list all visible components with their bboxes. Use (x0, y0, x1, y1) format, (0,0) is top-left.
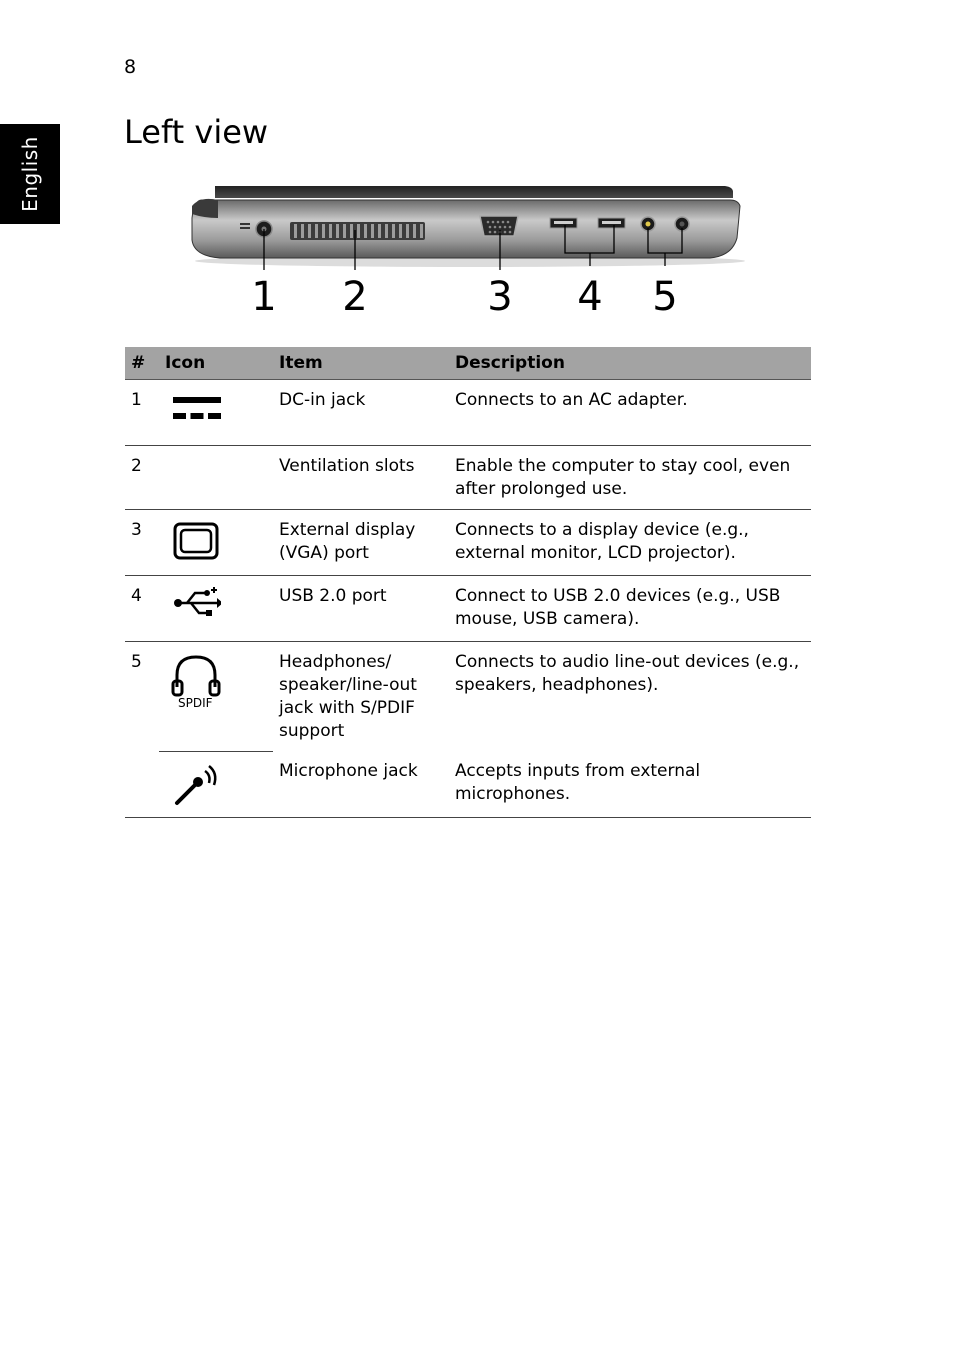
callout-3: 3 (487, 274, 513, 320)
row-item: Ventilation slots (273, 446, 449, 510)
row-description: Connects to an AC adapter. (449, 380, 811, 446)
header-icon: Icon (159, 347, 273, 380)
headphones-spdif-icon (165, 653, 225, 713)
vga-monitor-icon (165, 521, 221, 567)
header-description: Description (449, 347, 811, 380)
header-num: # (125, 347, 159, 380)
row-item: DC-in jack (273, 380, 449, 446)
callout-5: 5 (652, 274, 678, 320)
laptop-left-view-figure (180, 178, 760, 323)
vent-slots-graphic (290, 222, 425, 240)
language-tab-label: English (18, 136, 42, 212)
row-description: Connect to USB 2.0 devices (e.g., USB mouse, USB camera). (449, 576, 811, 642)
row-description: Enable the computer to stay cool, even after prolonged use. (449, 446, 811, 510)
table-row (125, 642, 811, 752)
language-tab (0, 124, 60, 224)
header-item: Item (273, 347, 449, 380)
row-description: Accepts inputs from external microphones. (449, 751, 811, 817)
table-row (125, 380, 811, 446)
spdif-label: SPDIF (178, 696, 213, 710)
callout-4: 4 (577, 274, 603, 320)
row-number (125, 751, 159, 817)
row-item: External display (VGA) port (273, 510, 449, 576)
page-title: Left view (124, 113, 269, 151)
laptop-left-side-illustration (180, 178, 760, 323)
row-item: Microphone jack (273, 751, 449, 817)
row-description: Connects to audio line-out devices (e.g., speakers, headphones). (455, 652, 800, 695)
row-item: USB 2.0 port (273, 576, 449, 642)
table-row (125, 446, 811, 510)
microphone-icon (165, 763, 221, 809)
row-item: Headphones/ speaker/line-out jack with S/PDIF support (279, 652, 417, 741)
port-spec-table (125, 347, 811, 818)
table-row (125, 751, 811, 817)
row-number: 4 (125, 576, 159, 642)
row-icon-empty (159, 446, 273, 510)
table-row (125, 576, 811, 642)
dc-in-icon (165, 391, 221, 437)
row-number: 1 (125, 380, 159, 446)
callout-2: 2 (342, 274, 368, 320)
usb-icon (165, 587, 221, 633)
table-header-row (125, 347, 811, 380)
row-number: 3 (125, 510, 159, 576)
row-description: Connects to a display device (e.g., external monitor, LCD projector). (449, 510, 811, 576)
headphones-icon (165, 653, 225, 701)
callout-1: 1 (251, 274, 277, 320)
page-number: 8 (124, 56, 137, 78)
row-number: 2 (125, 446, 159, 510)
row-number: 5 (131, 652, 142, 672)
table-row (125, 510, 811, 576)
